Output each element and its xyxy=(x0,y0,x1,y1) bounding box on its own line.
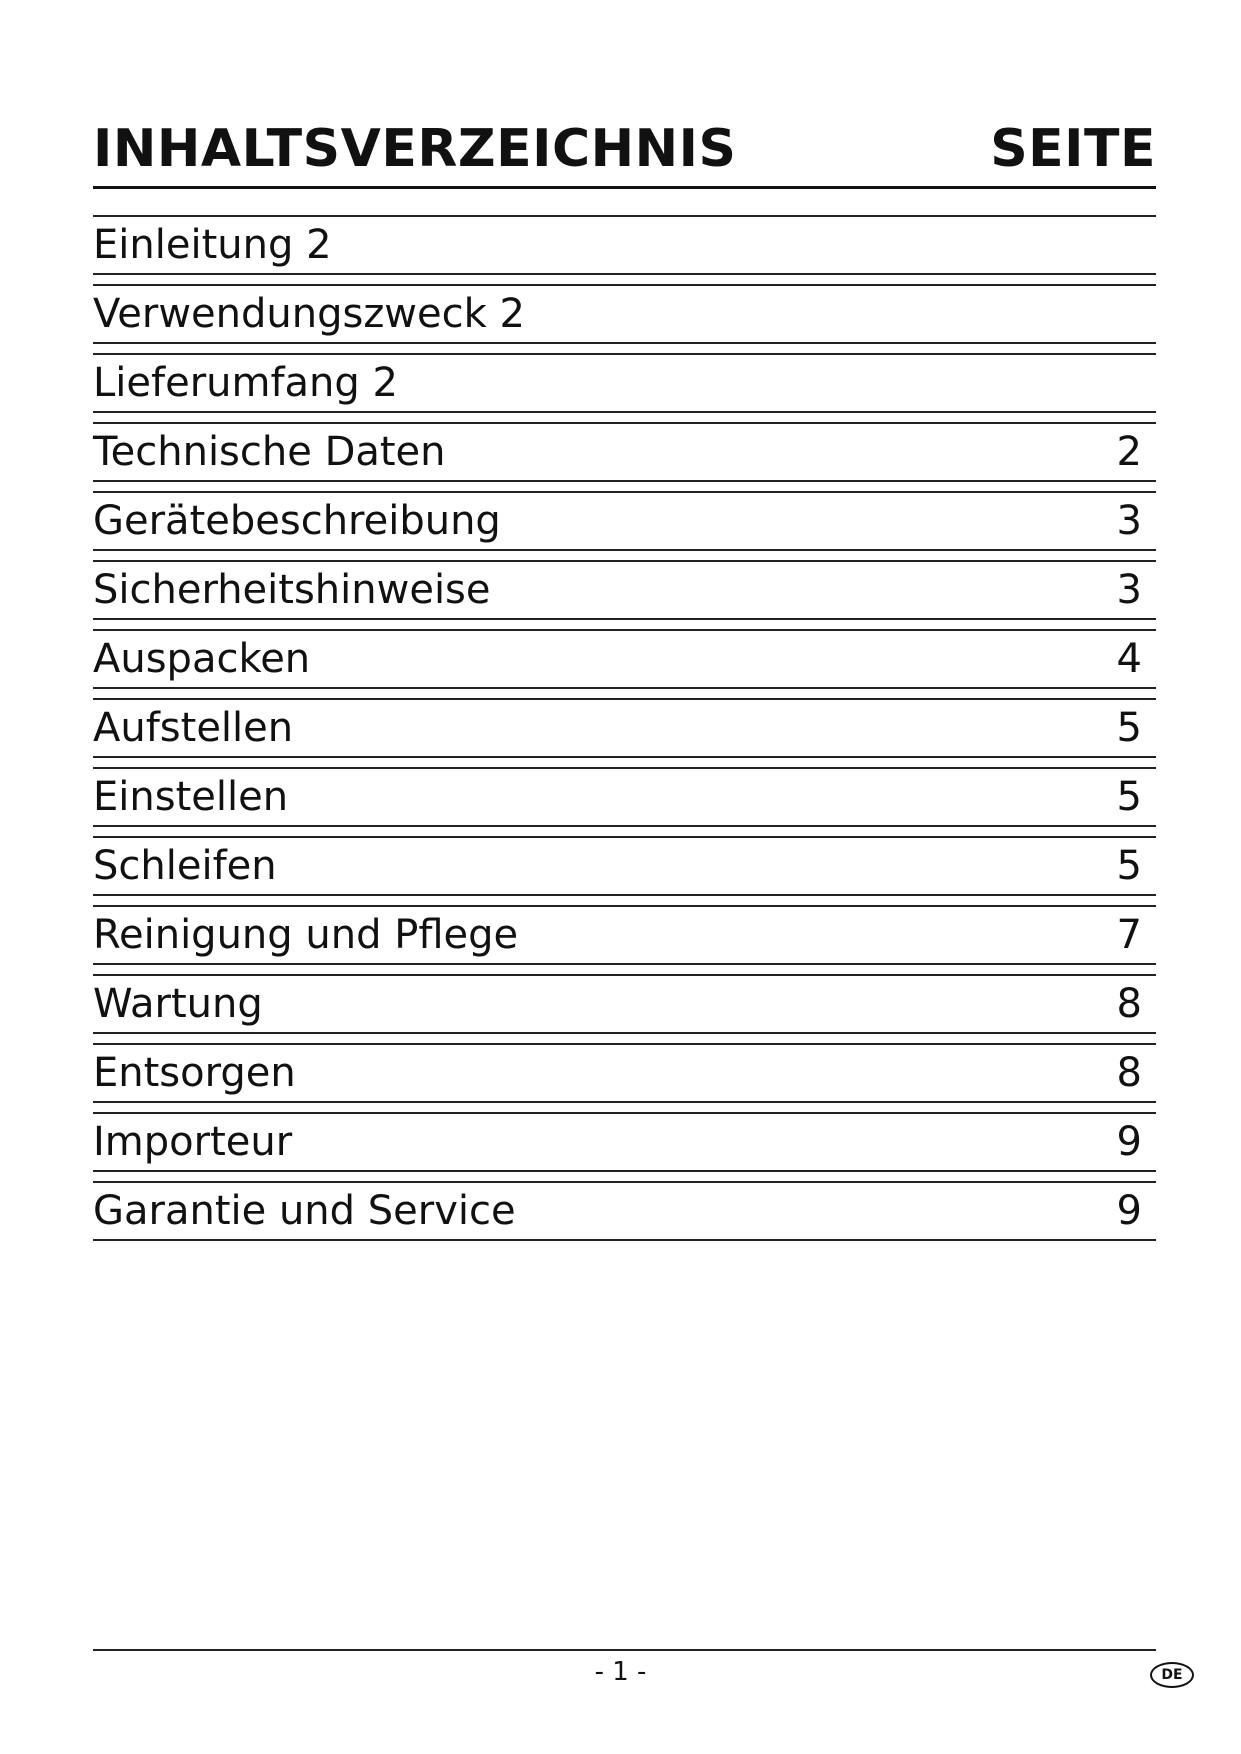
toc-entry-title: Reinigung und Pflege xyxy=(93,912,519,958)
toc-entry-technische-daten[interactable] xyxy=(93,422,1156,482)
page-number: - 1 - xyxy=(594,1657,647,1687)
toc-entry-lieferumfang[interactable] xyxy=(93,353,1156,413)
toc-entry-title: Schleifen xyxy=(93,843,277,889)
toc-entry-page: 3 xyxy=(1116,498,1142,544)
toc-entry-page: 5 xyxy=(1116,705,1142,751)
toc-entry-geraetebeschreibung[interactable] xyxy=(93,491,1156,551)
toc-entry-page: 7 xyxy=(1116,912,1142,958)
toc-entry-reinigung-und-pflege[interactable] xyxy=(93,905,1156,965)
toc-entry-sicherheitshinweise[interactable] xyxy=(93,560,1156,620)
language-badge: DE xyxy=(1150,1662,1194,1688)
toc-entry-title: Gerätebeschreibung xyxy=(93,498,501,544)
toc-entry-aufstellen[interactable] xyxy=(93,698,1156,758)
toc-entry-wartung[interactable] xyxy=(93,974,1156,1034)
toc-entry-page: 9 xyxy=(1116,1119,1142,1165)
toc-entry-title: Importeur xyxy=(93,1119,293,1165)
toc-entry-page: 3 xyxy=(1116,567,1142,613)
toc-entry-title: Aufstellen xyxy=(93,705,294,751)
toc-entry-einstellen[interactable] xyxy=(93,767,1156,827)
toc-entry-title: Entsorgen xyxy=(93,1050,296,1096)
toc-entry-schleifen[interactable] xyxy=(93,836,1156,896)
page-title: INHALTSVERZEICHNIS xyxy=(93,119,737,179)
toc-entry-title: Garantie und Service xyxy=(93,1188,516,1234)
toc-entry-garantie-und-service[interactable] xyxy=(93,1181,1156,1241)
toc-entry-page: 8 xyxy=(1116,981,1142,1027)
toc-entry-title: Verwendungszweck 2 xyxy=(93,291,525,337)
toc-entry-title: Sicherheitshinweise xyxy=(93,567,491,613)
toc-entry-page: 8 xyxy=(1116,1050,1142,1096)
toc-header xyxy=(93,118,1156,189)
toc-entry-title: Einleitung 2 xyxy=(93,222,332,268)
toc-entry-verwendungszweck[interactable] xyxy=(93,284,1156,344)
footer-divider xyxy=(93,1649,1156,1651)
toc-entry-page: 4 xyxy=(1116,636,1142,682)
page-column-label: SEITE xyxy=(990,119,1156,179)
toc-entry-title: Lieferumfang 2 xyxy=(93,360,398,406)
table-of-contents xyxy=(93,215,1156,1250)
toc-entry-page: 5 xyxy=(1116,774,1142,820)
toc-entry-title: Einstellen xyxy=(93,774,289,820)
toc-entry-title: Technische Daten xyxy=(93,429,446,475)
toc-entry-page: 9 xyxy=(1116,1188,1142,1234)
toc-entry-page: 2 xyxy=(1116,429,1142,475)
toc-entry-page: 5 xyxy=(1116,843,1142,889)
toc-entry-title: Auspacken xyxy=(93,636,311,682)
toc-entry-title: Wartung xyxy=(93,981,263,1027)
toc-entry-importeur[interactable] xyxy=(93,1112,1156,1172)
toc-entry-einleitung[interactable] xyxy=(93,215,1156,275)
toc-entry-entsorgen[interactable] xyxy=(93,1043,1156,1103)
toc-entry-auspacken[interactable] xyxy=(93,629,1156,689)
